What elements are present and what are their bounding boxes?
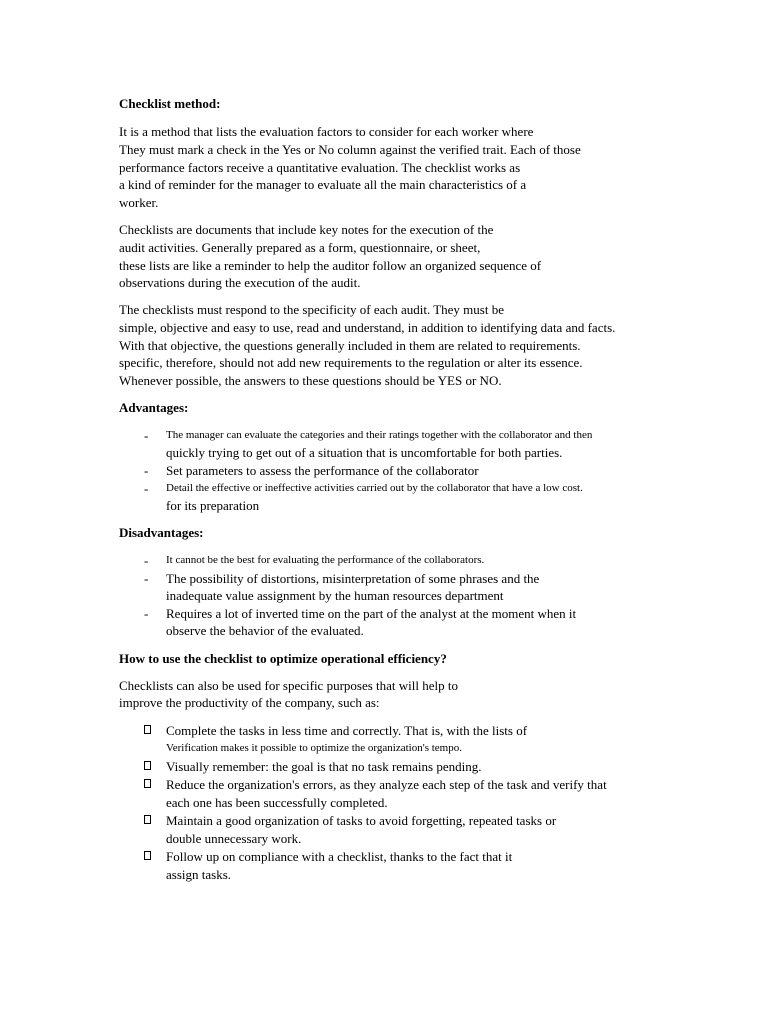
paragraph-line: They must mark a check in the Yes or No column against the verified trait. Each of those	[119, 142, 581, 157]
list-item-line: inadequate value assignment by the human resources department	[166, 588, 504, 603]
section-heading-how-to-use: How to use the checklist to optimize operational efficiency?	[119, 651, 447, 666]
paragraph-line: improve the productivity of the company, such as:	[119, 695, 380, 710]
list-item-line: Complete the tasks in less time and correctly. That is, with the lists of	[166, 723, 528, 738]
list-item-line: Visually remember: the goal is that no task remains pending.	[166, 759, 482, 774]
section-heading-disadvantages: Disadvantages:	[119, 525, 204, 540]
dash-bullet: -	[144, 481, 149, 496]
list-item-line: Set parameters to assess the performance of the collaborator	[166, 463, 479, 478]
dash-bullet: -	[144, 571, 149, 586]
paragraph-line: Checklists can also be used for specific purposes that will help to	[119, 678, 459, 693]
paragraph-line: worker.	[119, 195, 159, 210]
dash-bullet: -	[144, 428, 149, 443]
checkbox-square-icon	[144, 815, 151, 824]
checkbox-square-icon	[144, 761, 151, 770]
list-item-line: Verification makes it possible to optimize the organization's tempo.	[166, 742, 462, 754]
paragraph-line: simple, objective and easy to use, read and understand, in addition to identifying data and facts.	[119, 320, 616, 335]
dash-bullet: -	[144, 606, 149, 621]
checkbox-square-icon	[144, 725, 151, 734]
checkbox-square-icon	[144, 779, 151, 788]
list-item-line: Reduce the organization's errors, as they analyze each step of the task and verify that	[166, 777, 607, 792]
list-item-line: assign tasks.	[166, 867, 231, 882]
paragraph-line: these lists are like a reminder to help the auditor follow an organized sequence of	[119, 258, 542, 273]
paragraph-line: observations during the execution of the audit.	[119, 275, 361, 290]
paragraph-line: Checklists are documents that include key notes for the execution of the	[119, 222, 494, 237]
checkbox-square-icon	[144, 851, 151, 860]
list-item-line: each one has been successfully completed.	[166, 795, 388, 810]
paragraph-line: audit activities. Generally prepared as a form, questionnaire, or sheet,	[119, 240, 481, 255]
list-item-line: Maintain a good organization of tasks to avoid forgetting, repeated tasks or	[166, 813, 557, 828]
list-item-line: Follow up on compliance with a checklist, thanks to the fact that it	[166, 849, 513, 864]
list-item-line: for its preparation	[166, 498, 260, 513]
list-item-line: The possibility of distortions, misinterpretation of some phrases and the	[166, 571, 540, 586]
paragraph-line: performance factors receive a quantitative evaluation. The checklist works as	[119, 160, 521, 175]
list-item-line: Requires a lot of inverted time on the part of the analyst at the moment when it	[166, 606, 577, 621]
paragraph-line: It is a method that lists the evaluation factors to consider for each worker where	[119, 124, 534, 139]
section-heading-advantages: Advantages:	[119, 400, 189, 415]
list-item-line: observe the behavior of the evaluated.	[166, 623, 364, 638]
list-item-line: The manager can evaluate the categories and their ratings together with the collaborator and then	[166, 429, 593, 441]
list-item-line: quickly trying to get out of a situation that is uncomfortable for both parties.	[166, 445, 563, 460]
paragraph-line: a kind of reminder for the manager to evaluate all the main characteristics of a	[119, 177, 527, 192]
list-item-line: double unnecessary work.	[166, 831, 302, 846]
list-item-line: It cannot be the best for evaluating the performance of the collaborators.	[166, 554, 485, 566]
list-item-line: Detail the effective or ineffective activities carried out by the collaborator that have a low cost.	[166, 482, 583, 494]
dash-bullet: -	[144, 553, 149, 568]
section-heading-checklist-method: Checklist method:	[119, 96, 221, 111]
paragraph-line: Whenever possible, the answers to these questions should be YES or NO.	[119, 373, 502, 388]
paragraph-line: With that objective, the questions generally included in them are related to requirements.	[119, 338, 581, 353]
dash-bullet: -	[144, 463, 149, 478]
paragraph-line: specific, therefore, should not add new requirements to the regulation or alter its essence.	[119, 355, 583, 370]
paragraph-line: The checklists must respond to the specificity of each audit. They must be	[119, 302, 504, 317]
